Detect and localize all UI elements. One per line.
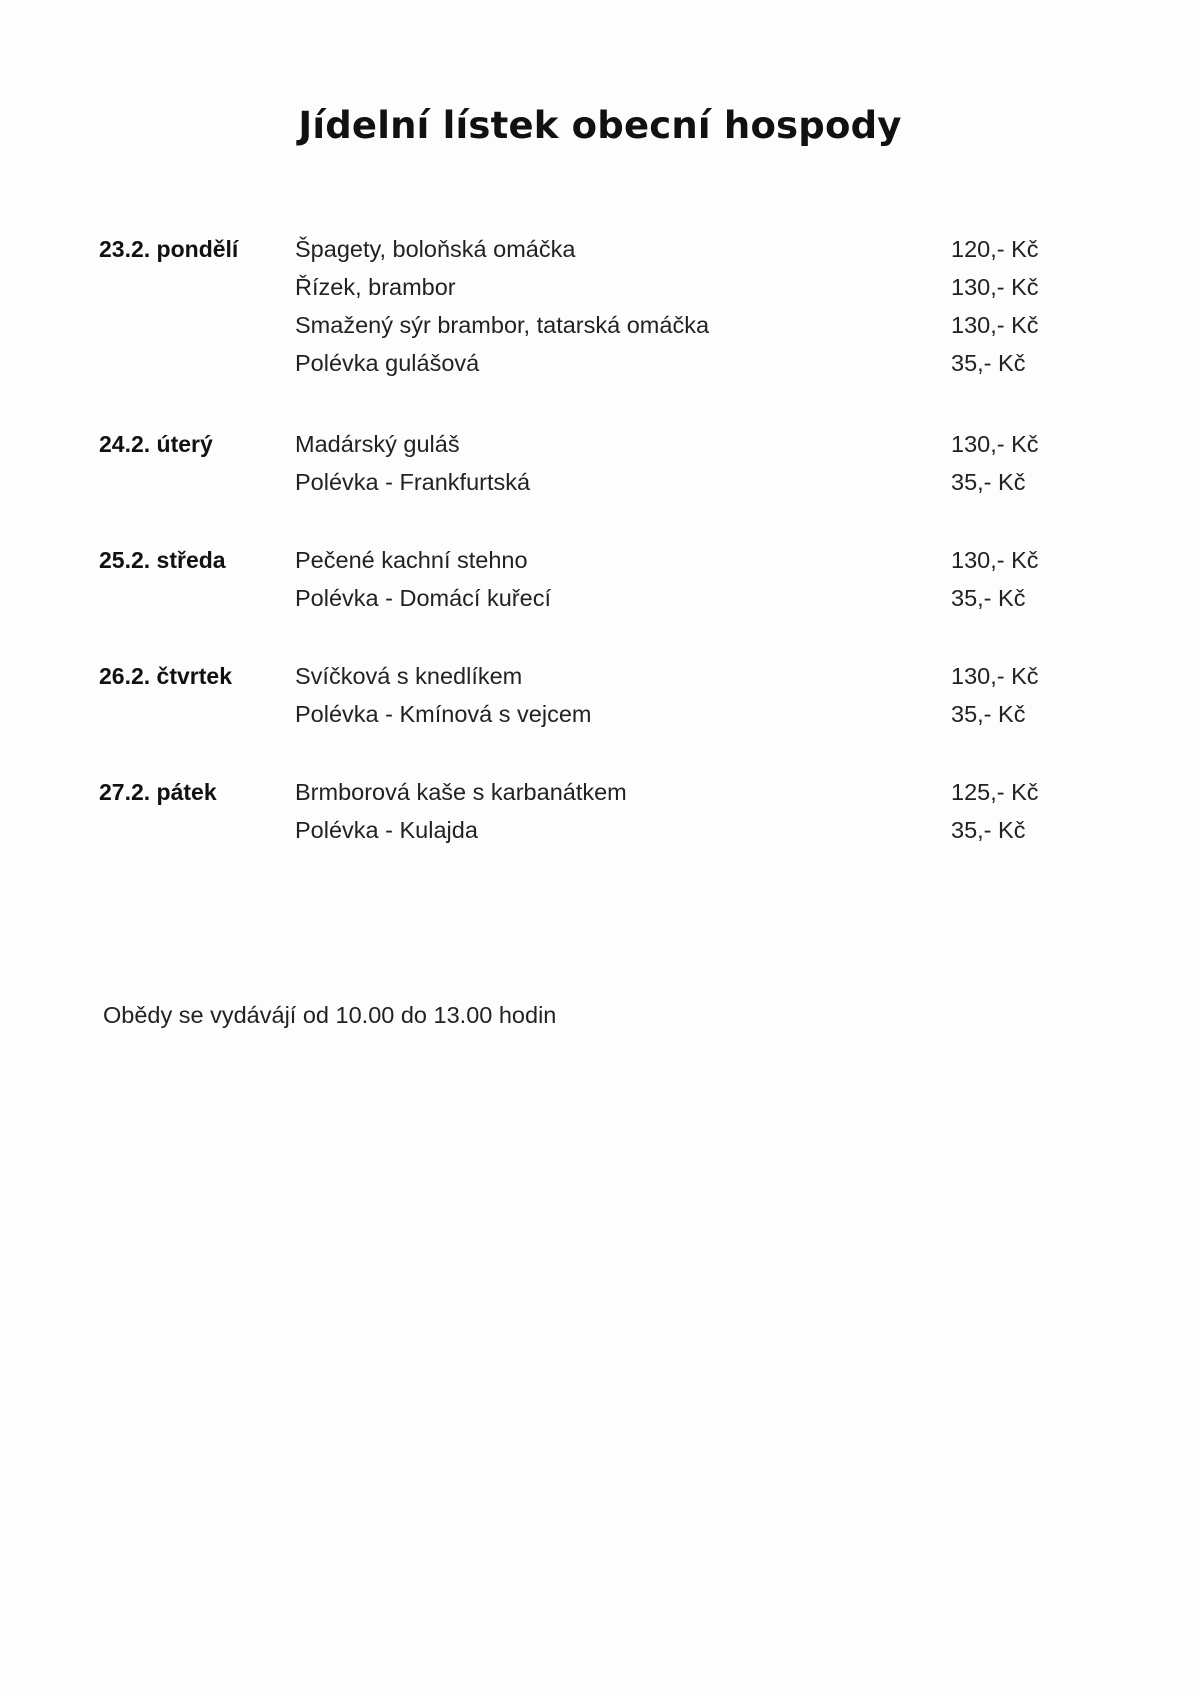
dish-price: 125,- Kč bbox=[951, 779, 1039, 805]
day-label: 27.2. pátek bbox=[99, 779, 217, 805]
dish-row bbox=[0, 541, 1200, 579]
dish-row bbox=[0, 463, 1200, 501]
serving-hours-note: Obědy se vydávájí od 10.00 do 13.00 hodin bbox=[103, 1002, 557, 1028]
dish-row bbox=[0, 695, 1200, 733]
day-label: 25.2. středa bbox=[99, 547, 226, 573]
dish-row bbox=[0, 268, 1200, 306]
day-section-thursday bbox=[0, 657, 1200, 733]
dish-name: Madárský guláš bbox=[295, 431, 460, 457]
dish-price: 130,- Kč bbox=[951, 547, 1039, 573]
dish-price: 35,- Kč bbox=[951, 585, 1026, 611]
day-section-friday bbox=[0, 773, 1200, 849]
dish-name: Polévka gulášová bbox=[295, 350, 480, 376]
dish-name: Pečené kachní stehno bbox=[295, 547, 528, 573]
dish-price: 35,- Kč bbox=[951, 701, 1026, 727]
dish-price: 35,- Kč bbox=[951, 817, 1026, 843]
dish-row bbox=[0, 344, 1200, 382]
day-section-wednesday bbox=[0, 541, 1200, 617]
dish-name: Brmborová kaše s karbanátkem bbox=[295, 779, 627, 805]
dish-row bbox=[0, 773, 1200, 811]
dish-price: 130,- Kč bbox=[951, 431, 1039, 457]
dish-row bbox=[0, 579, 1200, 617]
day-label: 24.2. úterý bbox=[99, 431, 213, 457]
dish-name: Svíčková s knedlíkem bbox=[295, 663, 523, 689]
dish-name: Polévka - Frankfurtská bbox=[295, 469, 531, 495]
dish-name: Polévka - Kulajda bbox=[295, 817, 478, 843]
dish-name: Řízek, brambor bbox=[295, 274, 456, 300]
dish-row bbox=[0, 425, 1200, 463]
dish-row bbox=[0, 811, 1200, 849]
dish-row bbox=[0, 306, 1200, 344]
dish-name: Polévka - Domácí kuřecí bbox=[295, 585, 551, 611]
day-label: 26.2. čtvrtek bbox=[99, 663, 232, 689]
dish-price: 130,- Kč bbox=[951, 274, 1039, 300]
dish-price: 35,- Kč bbox=[951, 469, 1026, 495]
dish-row bbox=[0, 230, 1200, 268]
day-section-tuesday bbox=[0, 425, 1200, 501]
dish-name: Špagety, boloňská omáčka bbox=[295, 236, 576, 262]
dish-price: 130,- Kč bbox=[951, 312, 1039, 338]
day-label: 23.2. pondělí bbox=[99, 236, 239, 262]
dish-price: 120,- Kč bbox=[951, 236, 1039, 262]
dish-name: Smažený sýr brambor, tatarská omáčka bbox=[295, 312, 710, 338]
page-title: Jídelní lístek obecní hospody bbox=[298, 104, 902, 147]
day-section-monday bbox=[0, 230, 1200, 382]
dish-price: 130,- Kč bbox=[951, 663, 1039, 689]
dish-price: 35,- Kč bbox=[951, 350, 1026, 376]
dish-row bbox=[0, 657, 1200, 695]
dish-name: Polévka - Kmínová s vejcem bbox=[295, 701, 592, 727]
